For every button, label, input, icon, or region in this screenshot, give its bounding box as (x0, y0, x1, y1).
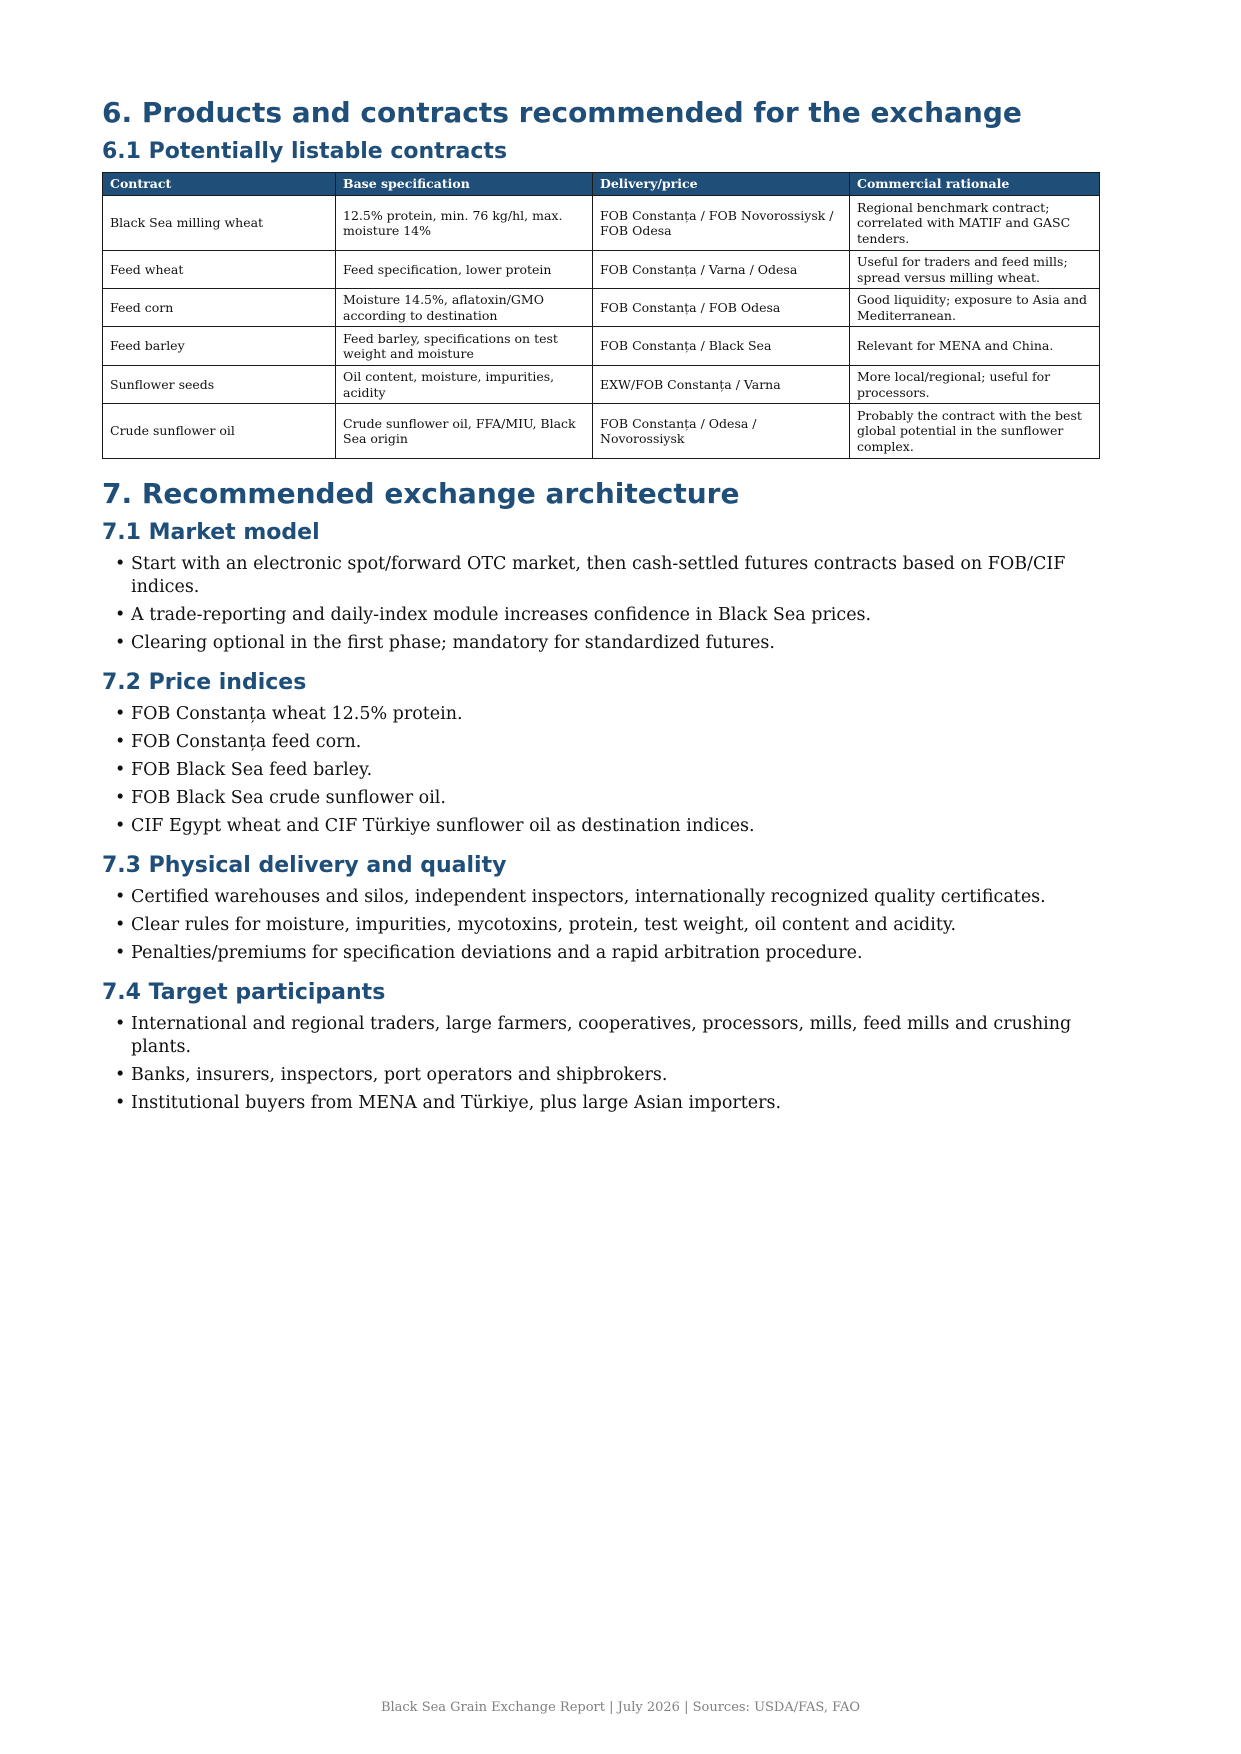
bullet-icon: • (115, 943, 126, 963)
list-item (102, 815, 1112, 838)
list-item-text: Certified warehouses and silos, independent inspectors, internationally recognized quality certificates. (131, 887, 1046, 907)
list-item (102, 914, 1112, 937)
column-header-contract: Contract (103, 173, 336, 196)
bullet-icon: • (115, 816, 126, 836)
list-item-text: FOB Black Sea crude sunflower oil. (131, 788, 446, 808)
bullet-icon: • (115, 732, 126, 752)
table-cell: 12.5% protein, min. 76 kg/hl, max. moisture 14% (336, 196, 593, 251)
contracts-table (102, 172, 1100, 459)
section-7-2-heading: 7.2 Price indices (102, 670, 307, 695)
section-7-heading: 7. Recommended exchange architecture (102, 477, 740, 510)
list-item-text: FOB Constanța feed corn. (131, 732, 362, 752)
table-cell: More local/regional; useful for processors. (850, 366, 1100, 404)
price-indices-list (102, 703, 1112, 838)
table-cell: Feed specification, lower protein (336, 251, 593, 289)
list-item-text: Clear rules for moisture, impurities, mycotoxins, protein, test weight, oil content and acidity. (131, 915, 957, 935)
list-item (102, 703, 1112, 726)
list-item (102, 1064, 1112, 1087)
list-item-text: Penalties/premiums for specification deviations and a rapid arbitration procedure. (131, 943, 863, 963)
report-page (102, 96, 1112, 1129)
bullet-icon: • (115, 605, 126, 625)
bullet-icon: • (115, 1093, 126, 1113)
section-6-heading: 6. Products and contracts recommended for the exchange (102, 96, 1022, 129)
table-cell: Feed wheat (103, 251, 336, 289)
list-item (102, 1013, 1112, 1059)
table-cell: Oil content, moisture, impurities, acidity (336, 366, 593, 404)
section-7-3-heading: 7.3 Physical delivery and quality (102, 853, 507, 878)
list-item (102, 604, 1112, 627)
table-row (103, 404, 1100, 459)
table-cell: Probably the contract with the best global potential in the sunflower complex. (850, 404, 1100, 459)
list-item (102, 553, 1112, 599)
list-item (102, 942, 1112, 965)
table-cell: Regional benchmark contract; correlated with MATIF and GASC tenders. (850, 196, 1100, 251)
table-cell: FOB Constanța / Odesa / Novorossiysk (593, 404, 850, 459)
bullet-icon: • (115, 704, 126, 724)
table-cell: FOB Constanța / Black Sea (593, 327, 850, 366)
table-cell: FOB Constanța / Varna / Odesa (593, 251, 850, 289)
column-header-commercial-rationale: Commercial rationale (850, 173, 1100, 196)
table-row (103, 251, 1100, 289)
market-model-list (102, 553, 1112, 655)
table-cell: Feed barley, specifications on test weight and moisture (336, 327, 593, 366)
table-cell: Relevant for MENA and China. (850, 327, 1100, 366)
table-cell: Feed corn (103, 289, 336, 327)
bullet-icon: • (115, 788, 126, 808)
table-cell: Sunflower seeds (103, 366, 336, 404)
table-cell: Crude sunflower oil (103, 404, 336, 459)
list-item-text: International and regional traders, large farmers, cooperatives, processors, mills, feed mills and crushing plants. (131, 1014, 1072, 1057)
list-item (102, 787, 1112, 810)
bullet-icon: • (115, 1065, 126, 1085)
list-item (102, 1092, 1112, 1115)
table-cell: Moisture 14.5%, aflatoxin/GMO according to destination (336, 289, 593, 327)
section-7-1-heading: 7.1 Market model (102, 520, 320, 545)
table-cell: Crude sunflower oil, FFA/MIU, Black Sea origin (336, 404, 593, 459)
bullet-icon: • (115, 915, 126, 935)
bullet-icon: • (115, 633, 126, 653)
list-item-text: Institutional buyers from MENA and Türkiye, plus large Asian importers. (131, 1093, 782, 1113)
list-item-text: CIF Egypt wheat and CIF Türkiye sunflower oil as destination indices. (131, 816, 755, 836)
table-cell: Feed barley (103, 327, 336, 366)
target-participants-list (102, 1013, 1112, 1115)
section-6-1-heading: 6.1 Potentially listable contracts (102, 139, 508, 164)
page-footer: Black Sea Grain Exchange Report | July 2026 | Sources: USDA/FAS, FAO (380, 1700, 861, 1715)
bullet-icon: • (115, 554, 126, 574)
column-header-base-specification: Base specification (336, 173, 593, 196)
section-7-4-heading: 7.4 Target participants (102, 980, 386, 1005)
table-cell: Good liquidity; exposure to Asia and Mediterranean. (850, 289, 1100, 327)
column-header-delivery-price: Delivery/price (593, 173, 850, 196)
bullet-icon: • (115, 760, 126, 780)
list-item-text: FOB Constanța wheat 12.5% protein. (131, 704, 463, 724)
table-cell: Useful for traders and feed mills; spread versus milling wheat. (850, 251, 1100, 289)
table-row (103, 327, 1100, 366)
table-cell: FOB Constanța / FOB Odesa (593, 289, 850, 327)
table-header-row (103, 173, 1100, 196)
table-row (103, 366, 1100, 404)
delivery-quality-list (102, 886, 1112, 965)
table-cell: EXW/FOB Constanța / Varna (593, 366, 850, 404)
table-cell: Black Sea milling wheat (103, 196, 336, 251)
list-item-text: Start with an electronic spot/forward OTC market, then cash-settled futures contracts based on FOB/CIF indices. (131, 554, 1066, 597)
bullet-icon: • (115, 887, 126, 907)
list-item-text: A trade-reporting and daily-index module increases confidence in Black Sea prices. (131, 605, 872, 625)
list-item (102, 731, 1112, 754)
bullet-icon: • (115, 1014, 126, 1034)
list-item (102, 886, 1112, 909)
table-row (103, 196, 1100, 251)
list-item-text: FOB Black Sea feed barley. (131, 760, 373, 780)
table-cell: FOB Constanța / FOB Novorossiysk / FOB Odesa (593, 196, 850, 251)
list-item (102, 759, 1112, 782)
list-item (102, 632, 1112, 655)
list-item-text: Clearing optional in the first phase; mandatory for standardized futures. (131, 633, 775, 653)
table-row (103, 289, 1100, 327)
list-item-text: Banks, insurers, inspectors, port operators and shipbrokers. (131, 1065, 668, 1085)
